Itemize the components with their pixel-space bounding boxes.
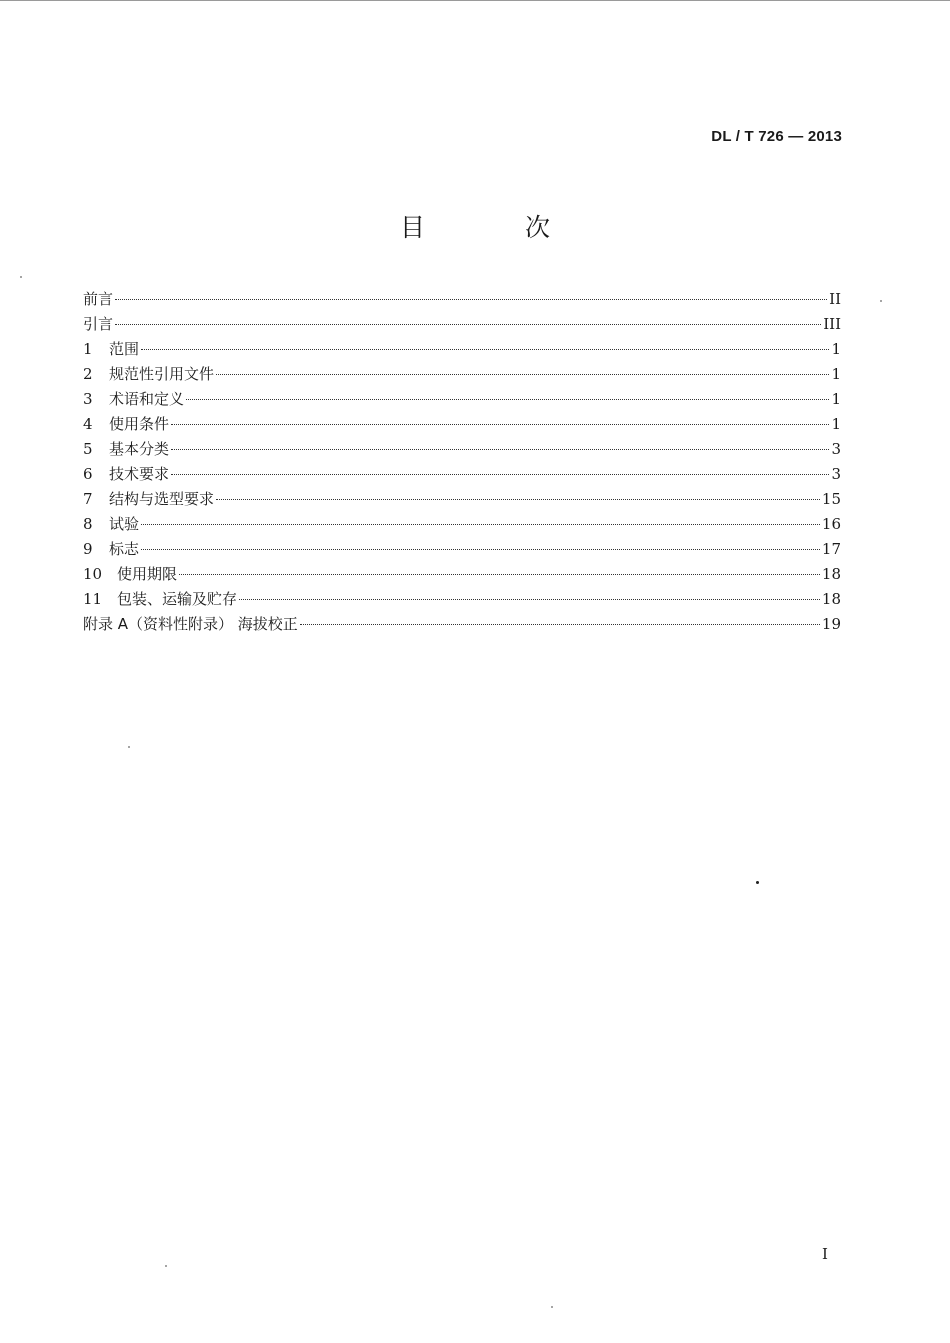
toc-entry-4[interactable] bbox=[83, 412, 841, 437]
toc-entry-6[interactable] bbox=[83, 462, 841, 487]
toc-entry-number: 3 bbox=[83, 390, 93, 408]
toc-leader-dots bbox=[171, 424, 829, 425]
toc-entry-number: 1 bbox=[83, 340, 93, 358]
toc-entry-5[interactable] bbox=[83, 437, 841, 462]
toc-entry-3[interactable] bbox=[83, 387, 841, 412]
toc-entry-10[interactable] bbox=[83, 562, 841, 587]
scan-speck bbox=[20, 276, 22, 278]
toc-entry-number: 2 bbox=[83, 365, 93, 383]
toc-entry-introduction[interactable] bbox=[83, 312, 841, 337]
toc-entry-label: 试验 bbox=[109, 515, 140, 533]
table-of-contents bbox=[83, 287, 841, 637]
document-code: DL / T 726 — 2013 bbox=[711, 128, 842, 145]
page-number: I bbox=[822, 1245, 828, 1263]
toc-leader-dots bbox=[300, 624, 820, 625]
toc-entry-number: 8 bbox=[83, 515, 93, 533]
toc-entry-label: 规范性引用文件 bbox=[109, 365, 215, 383]
toc-leader-dots bbox=[141, 349, 829, 350]
toc-entry-page: 15 bbox=[821, 490, 841, 508]
toc-entry-page: 16 bbox=[821, 515, 841, 533]
toc-entry-label: 使用条件 bbox=[109, 415, 170, 433]
toc-leader-dots bbox=[115, 299, 827, 300]
scan-speck bbox=[128, 746, 130, 748]
toc-entry-9[interactable] bbox=[83, 537, 841, 562]
toc-entry-label: 附录 A（资料性附录） 海拔校正 bbox=[83, 615, 298, 633]
toc-entry-number: 10 bbox=[83, 565, 103, 583]
toc-entry-label: 包装、运输及贮存 bbox=[117, 590, 238, 608]
toc-leader-dots bbox=[179, 574, 820, 575]
toc-entry-label: 范围 bbox=[109, 340, 140, 358]
toc-entry-8[interactable] bbox=[83, 512, 841, 537]
toc-entry-label: 结构与选型要求 bbox=[109, 490, 215, 508]
scan-speck bbox=[756, 881, 759, 884]
toc-entry-page: 17 bbox=[821, 540, 841, 558]
toc-leader-dots bbox=[141, 549, 820, 550]
toc-entry-2[interactable] bbox=[83, 362, 841, 387]
toc-leader-dots bbox=[186, 399, 829, 400]
toc-entry-page: 1 bbox=[831, 390, 841, 408]
toc-entry-7[interactable] bbox=[83, 487, 841, 512]
toc-entry-foreword[interactable] bbox=[83, 287, 841, 312]
toc-entry-page: 3 bbox=[831, 440, 841, 458]
toc-entry-number: 7 bbox=[83, 490, 93, 508]
toc-entry-label: 标志 bbox=[109, 540, 140, 558]
toc-entry-page: 3 bbox=[831, 465, 841, 483]
toc-entry-number: 11 bbox=[83, 590, 103, 608]
toc-entry-label: 前言 bbox=[83, 290, 114, 308]
toc-entry-page: 18 bbox=[821, 565, 841, 583]
top-border-rule bbox=[0, 0, 950, 1]
toc-leader-dots bbox=[171, 474, 829, 475]
toc-entry-page: 18 bbox=[821, 590, 841, 608]
toc-leader-dots bbox=[141, 524, 820, 525]
toc-entry-page: 1 bbox=[831, 365, 841, 383]
toc-entry-number: 6 bbox=[83, 465, 93, 483]
toc-entry-number: 5 bbox=[83, 440, 93, 458]
toc-leader-dots bbox=[216, 374, 829, 375]
toc-entry-label: 使用期限 bbox=[117, 565, 178, 583]
toc-entry-page: 1 bbox=[831, 340, 841, 358]
scan-speck bbox=[165, 1265, 167, 1267]
toc-entry-page: 1 bbox=[831, 415, 841, 433]
toc-entry-label: 引言 bbox=[83, 315, 114, 333]
toc-leader-dots bbox=[171, 449, 829, 450]
scan-speck bbox=[551, 1306, 553, 1308]
toc-entry-number: 4 bbox=[83, 415, 93, 433]
toc-title: 目 次 bbox=[400, 213, 596, 242]
toc-entry-11[interactable] bbox=[83, 587, 841, 612]
toc-leader-dots bbox=[216, 499, 820, 500]
scan-speck bbox=[880, 300, 882, 302]
toc-entry-page: III bbox=[823, 315, 841, 333]
toc-entry-label: 技术要求 bbox=[109, 465, 170, 483]
toc-entry-label: 基本分类 bbox=[109, 440, 170, 458]
toc-entry-page: II bbox=[829, 290, 841, 308]
toc-entry-number: 9 bbox=[83, 540, 93, 558]
toc-entry-page: 19 bbox=[821, 615, 841, 633]
toc-entry-appendix-a[interactable] bbox=[83, 612, 841, 637]
toc-entry-label: 术语和定义 bbox=[109, 390, 185, 408]
toc-leader-dots bbox=[115, 324, 821, 325]
toc-leader-dots bbox=[239, 599, 820, 600]
toc-entry-1[interactable] bbox=[83, 337, 841, 362]
